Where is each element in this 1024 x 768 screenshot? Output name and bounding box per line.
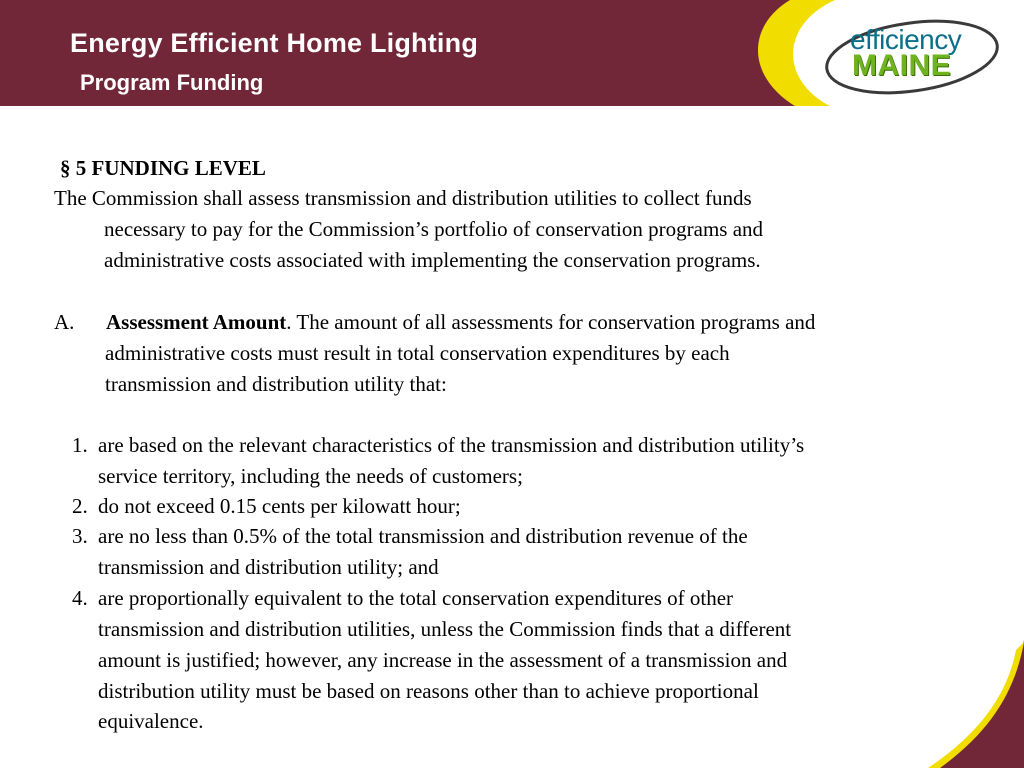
list-item-marker: 4. bbox=[72, 586, 88, 610]
intro-line: The Commission shall assess transmission and distribution utilities to collect funds bbox=[54, 186, 752, 210]
logo-maine-text: MAINE bbox=[852, 49, 952, 82]
intro-line: necessary to pay for the Commission’s portfolio of conservation programs and bbox=[104, 217, 764, 241]
item-a-line: administrative costs must result in total conservation expenditures by each bbox=[105, 341, 730, 365]
list-item-line: are based on the relevant characteristics of the transmission and distribution utility’s bbox=[98, 433, 805, 457]
item-a-line: transmission and distribution utility that: bbox=[105, 372, 447, 396]
logo-efficiency-text: efficiency bbox=[850, 24, 962, 55]
list-item-line: service territory, including the needs of customers; bbox=[98, 464, 523, 488]
list-item-line: transmission and distribution utility; and bbox=[98, 555, 439, 579]
list-item-marker: 1. bbox=[72, 433, 88, 457]
list-item-marker: 2. bbox=[72, 494, 88, 518]
list-item-line: are no less than 0.5% of the total transmission and distribution revenue of the bbox=[98, 524, 748, 548]
list-item-line: transmission and distribution utilities, unless the Commission finds that a different bbox=[98, 617, 792, 641]
item-a-marker: A. bbox=[54, 310, 75, 334]
list-item-marker: 3. bbox=[72, 524, 88, 548]
list-item-line: amount is justified; however, any increase in the assessment of a transmission and bbox=[98, 648, 788, 672]
list-item-line: equivalence. bbox=[98, 709, 204, 733]
slide-title: Energy Efficient Home Lighting bbox=[70, 28, 479, 58]
intro-line: administrative costs associated with implementing the conservation programs. bbox=[104, 248, 761, 272]
slide-subtitle: Program Funding bbox=[80, 70, 264, 95]
list-item-line: distribution utility must be based on reasons other than to achieve proportional bbox=[98, 679, 759, 703]
item-a-line bbox=[106, 307, 815, 338]
section-heading: § 5 FUNDING LEVEL bbox=[60, 156, 266, 180]
list-item-line: do not exceed 0.15 cents per kilowatt hour; bbox=[98, 494, 461, 518]
item-a-term: Assessment Amount bbox=[106, 310, 287, 334]
item-a-text: . The amount of all assessments for conservation programs and bbox=[286, 310, 816, 334]
list-item-line: are proportionally equivalent to the total conservation expenditures of other bbox=[98, 586, 734, 610]
